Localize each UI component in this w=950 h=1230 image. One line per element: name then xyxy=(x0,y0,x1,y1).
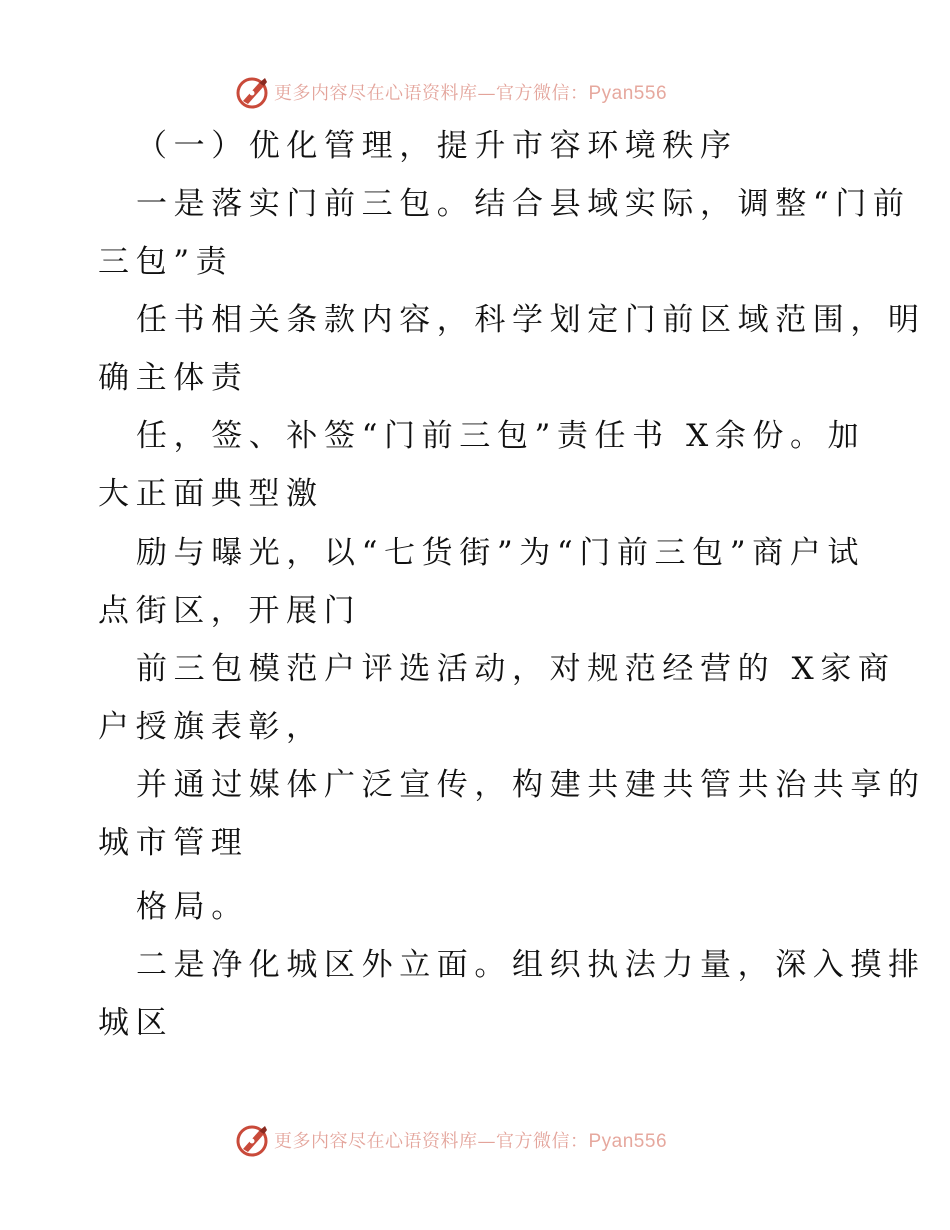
paragraph-line: 城市管理 xyxy=(98,825,249,861)
paragraph-line: 任书相关条款内容，科学划定门前区域范围，明 xyxy=(136,302,926,338)
paragraph-line: 点街区，开展门 xyxy=(98,593,362,629)
paragraph-line: 格局。 xyxy=(136,889,249,925)
footer-watermark-banner xyxy=(234,1120,714,1160)
pen-nib-logo-icon xyxy=(234,1122,270,1158)
paragraph-line: 前三包模范户评选活动，对规范经营的 X家商 xyxy=(136,651,896,687)
footer-banner-text: 更多内容尽在心语资料库—官方微信：Pyan556 xyxy=(274,1131,668,1152)
footer-banner-code: Pyan556 xyxy=(588,1131,668,1152)
paragraph-line: 大正面典型激 xyxy=(98,476,324,512)
paragraph-line: 任，签、补签“门前三包”责任书 X余份。加 xyxy=(136,418,866,454)
header-banner-text: 更多内容尽在心语资料库—官方微信：Pyan556 xyxy=(274,83,668,104)
paragraph-line: 确主体责 xyxy=(98,360,249,396)
pen-nib-logo-icon xyxy=(234,74,270,110)
paragraph-line: 一是落实门前三包。结合县域实际，调整“门前 xyxy=(136,186,911,222)
paragraph-line: 二是净化城区外立面。组织执法力量，深入摸排 xyxy=(136,947,926,983)
header-watermark-banner xyxy=(234,72,714,112)
paragraph-line: 三包”责 xyxy=(98,244,234,280)
header-banner-code: Pyan556 xyxy=(588,83,668,104)
paragraph-line: 并通过媒体广泛宣传，构建共建共管共治共享的 xyxy=(136,767,926,803)
section-heading: （一）优化管理，提升市容环境秩序 xyxy=(136,128,738,164)
paragraph-line: 励与曝光，以“七货街”为“门前三包”商户试 xyxy=(136,535,865,571)
paragraph-line: 城区 xyxy=(98,1005,174,1041)
paragraph-line: 户授旗表彰， xyxy=(98,709,324,745)
